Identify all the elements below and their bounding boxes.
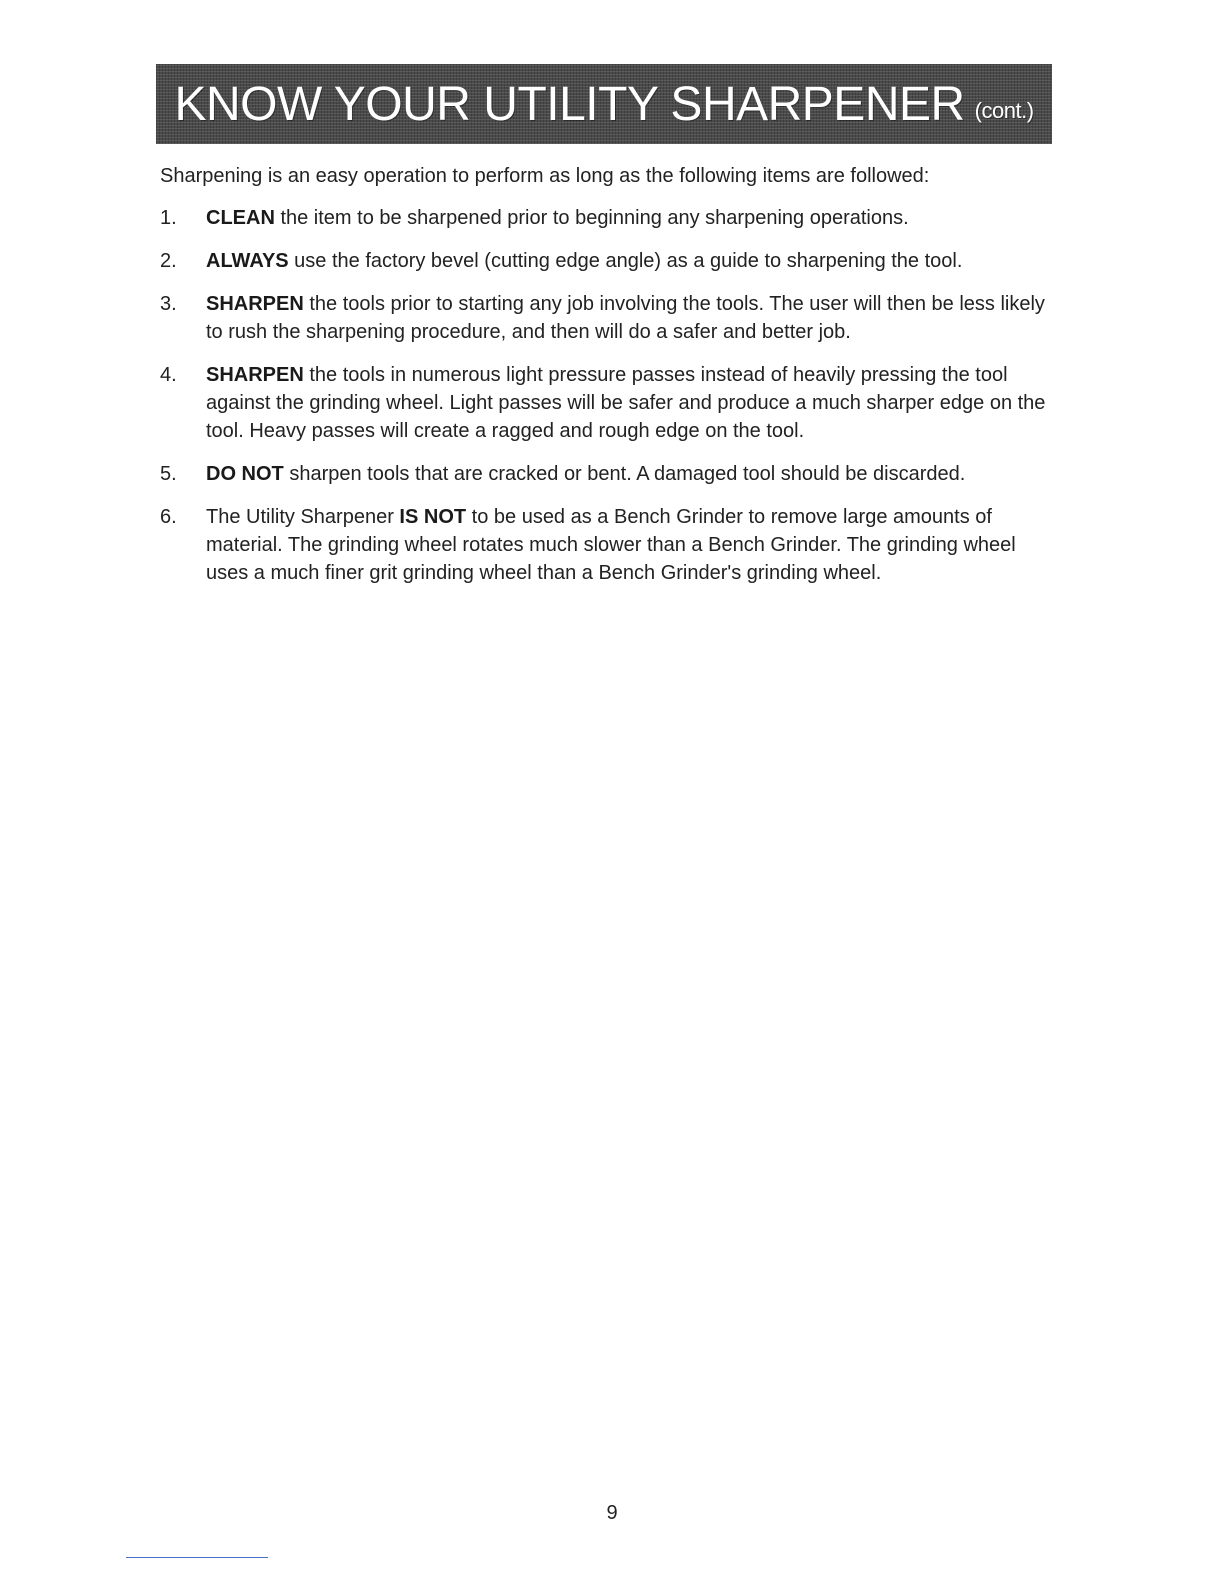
list-item: [160, 503, 1060, 587]
item-body: sharpen tools that are cracked or bent. A damaged tool should be discarded.: [283, 463, 966, 485]
footer-divider: [126, 1557, 268, 1558]
list-item: [160, 460, 1060, 488]
item-text: [206, 290, 1048, 346]
item-number: 6.: [160, 506, 177, 528]
page-title-suffix: (cont.): [974, 97, 1034, 123]
item-number: 2.: [160, 250, 177, 272]
item-number: 5.: [160, 463, 177, 485]
page-title: [174, 77, 1033, 132]
page-number: 9: [606, 1502, 618, 1524]
list-item: [160, 290, 1060, 346]
item-keyword: SHARPEN: [206, 364, 304, 386]
item-text: [206, 247, 1048, 275]
item-body: The Utility Sharpener: [206, 506, 400, 528]
item-body-after: to be used as a Bench Grinder to remove large amounts of material. The grinding wheel rotates much slower than a Bench Grinder. The grinding wheel uses a much finer grit grinding wheel than a Bench Grinder's grinding wheel.: [206, 506, 1016, 584]
item-text: [206, 460, 1048, 488]
item-keyword: CLEAN: [206, 207, 275, 229]
list-item: [160, 204, 1060, 232]
item-body: the tools prior to starting any job involving the tools. The user will then be less likely to rush the sharpening procedure, and then will do a safer and better job.: [206, 293, 1045, 343]
item-body: the tools in numerous light pressure passes instead of heavily pressing the tool against the grinding wheel. Light passes will be safer and produce a much sharper edge on the tool. Heavy passes will create a ragged and rough edge on the tool.: [206, 364, 1046, 442]
item-body: use the factory bevel (cutting edge angle) as a guide to sharpening the tool.: [288, 250, 963, 272]
item-number: 1.: [160, 207, 177, 229]
item-keyword: ALWAYS: [206, 250, 289, 272]
item-text: [206, 361, 1048, 445]
list-item: [160, 247, 1060, 275]
item-keyword: IS NOT: [399, 506, 467, 528]
item-keyword: SHARPEN: [206, 293, 304, 315]
intro-paragraph: Sharpening is an easy operation to perform as long as the following items are followed:: [160, 165, 930, 187]
instruction-list: [160, 204, 1060, 602]
page-title-text: KNOW YOUR UTILITY SHARPENER: [174, 77, 965, 131]
list-item: [160, 361, 1060, 445]
item-keyword: DO NOT: [206, 463, 284, 485]
header-banner: [156, 64, 1052, 144]
item-number: 4.: [160, 364, 177, 386]
item-number: 3.: [160, 293, 177, 315]
item-text: [206, 204, 1048, 232]
item-body: the item to be sharpened prior to beginning any sharpening operations.: [274, 207, 909, 229]
item-text: [206, 503, 1048, 587]
